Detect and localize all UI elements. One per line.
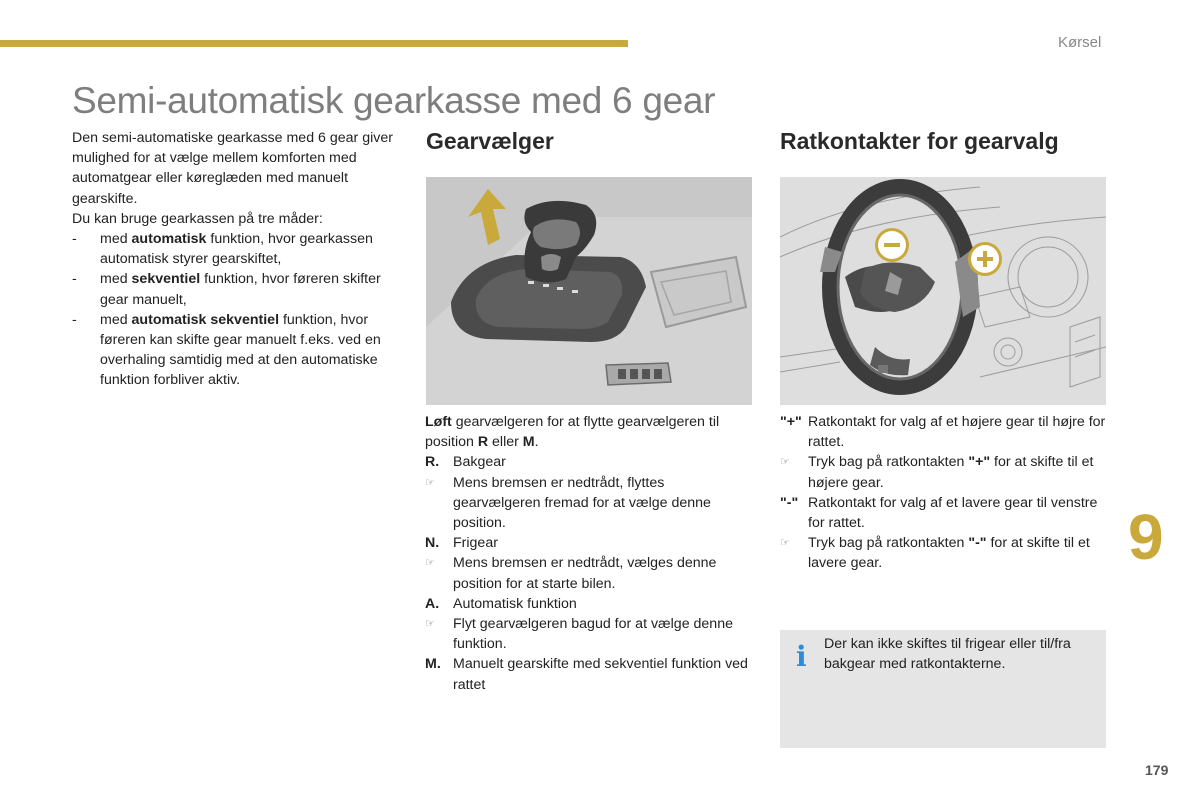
header-accent-bar (0, 40, 628, 47)
list-item (72, 269, 402, 309)
gear-instruction-row (425, 473, 755, 534)
pointing-hand-icon: ☞ (780, 537, 790, 550)
steering-wheel-illustration (780, 177, 1106, 405)
paddle-text: Ratkontakt for valg af et højere gear til højre for rattet. (808, 414, 1106, 451)
list-item (72, 229, 402, 269)
paddle-text: Ratkontakt for valg af et lavere gear til venstre for rattet. (808, 494, 1098, 532)
gear-instruction-text: Flyt gearvælgeren bagud for at vælge denne funktion. (453, 616, 733, 653)
paddle-instruction-row (780, 533, 1110, 573)
intro-ways-paragraph: Du kan bruge gearkassen på tre måder: (72, 210, 323, 227)
list-dash: - (72, 311, 77, 328)
lift-instruction: Løft gearvælgeren for at flytte gearvælgeren til position R eller M. (425, 414, 720, 451)
gear-instruction-row (425, 614, 755, 654)
gear-position-mark: M. (425, 656, 441, 673)
paddle-row (780, 412, 1110, 452)
steering-paddles-text (780, 412, 1110, 574)
gear-instruction-text: Mens bremsen er nedtrådt, flyttes gearvælgeren fremad for at vælge denne position. (453, 474, 711, 532)
pointing-hand-icon: ☞ (425, 618, 435, 631)
steering-paddles-heading: Ratkontakter for gearvalg (780, 128, 1059, 154)
gear-position-row (425, 654, 755, 694)
paddle-mark: "+" (780, 414, 802, 430)
intro-paragraph: Den semi-automatiske gearkasse med 6 gear giver mulighed for at vælge mellem komforten med automatgear eller køreglæden med manuelt gearskifte. (72, 130, 393, 207)
steering-wheel-drawing (780, 177, 1106, 405)
list-text: med automatisk sekventiel funktion, hvor føreren kan skifte gear manuelt f.eks. ved en overhaling samtidig med at den automatiske funktion forbliver aktiv. (100, 311, 381, 389)
gear-position-mark: A. (425, 595, 440, 612)
gear-position-row (425, 452, 755, 472)
paddle-instruction-text: Tryk bag på ratkontakten "+" for at skifte til et højere gear. (808, 454, 1094, 491)
gear-lever-illustration (426, 177, 752, 405)
gear-selector-text (425, 412, 755, 695)
gear-position-text: Manuelt gearskifte med sekventiel funktion ved rattet (453, 656, 748, 693)
paddle-mark: "-" (780, 494, 799, 511)
intro-column (72, 128, 402, 391)
page-title: Semi-automatisk gearkasse med 6 gear (72, 80, 716, 121)
gear-position-row (425, 533, 755, 553)
gear-lever-drawing (426, 177, 752, 405)
pointing-hand-icon: ☞ (425, 557, 435, 570)
gear-position-text: Bakgear (453, 454, 506, 471)
section-name: Kørsel (1058, 34, 1102, 51)
list-dash: - (72, 271, 77, 288)
pointing-hand-icon: ☞ (425, 476, 435, 489)
info-text: Der kan ikke skiftes til frigear eller til/fra bakgear med ratkontakterne. (824, 636, 1071, 673)
chapter-number: 9 (1128, 501, 1164, 573)
gear-instruction-text: Mens bremsen er nedtrådt, vælges denne position for at starte bilen. (453, 555, 717, 592)
info-icon: i (796, 640, 807, 673)
list-text: med sekventiel funktion, hvor føreren skifter gear manuelt, (100, 271, 381, 308)
gear-instruction-row (425, 553, 755, 593)
paddle-row (780, 493, 1110, 533)
list-item (72, 310, 402, 391)
paddle-instruction-row (780, 452, 1110, 492)
gear-position-row (425, 594, 755, 614)
list-text: med automatisk funktion, hvor gearkassen automatisk styrer gearskiftet, (100, 231, 373, 268)
gear-position-mark: N. (425, 535, 440, 552)
pointing-hand-icon: ☞ (780, 456, 790, 469)
gear-position-mark: R. (425, 454, 440, 471)
paddle-instruction-text: Tryk bag på ratkontakten "-" for at skifte til et lavere gear. (808, 535, 1090, 572)
list-dash: - (72, 231, 77, 248)
info-box (780, 630, 1106, 748)
gear-position-text: Automatisk funktion (453, 595, 577, 612)
page-number: 179 (1145, 762, 1169, 778)
gear-selector-heading: Gearvælger (426, 128, 554, 154)
gear-position-text: Frigear (453, 535, 498, 552)
